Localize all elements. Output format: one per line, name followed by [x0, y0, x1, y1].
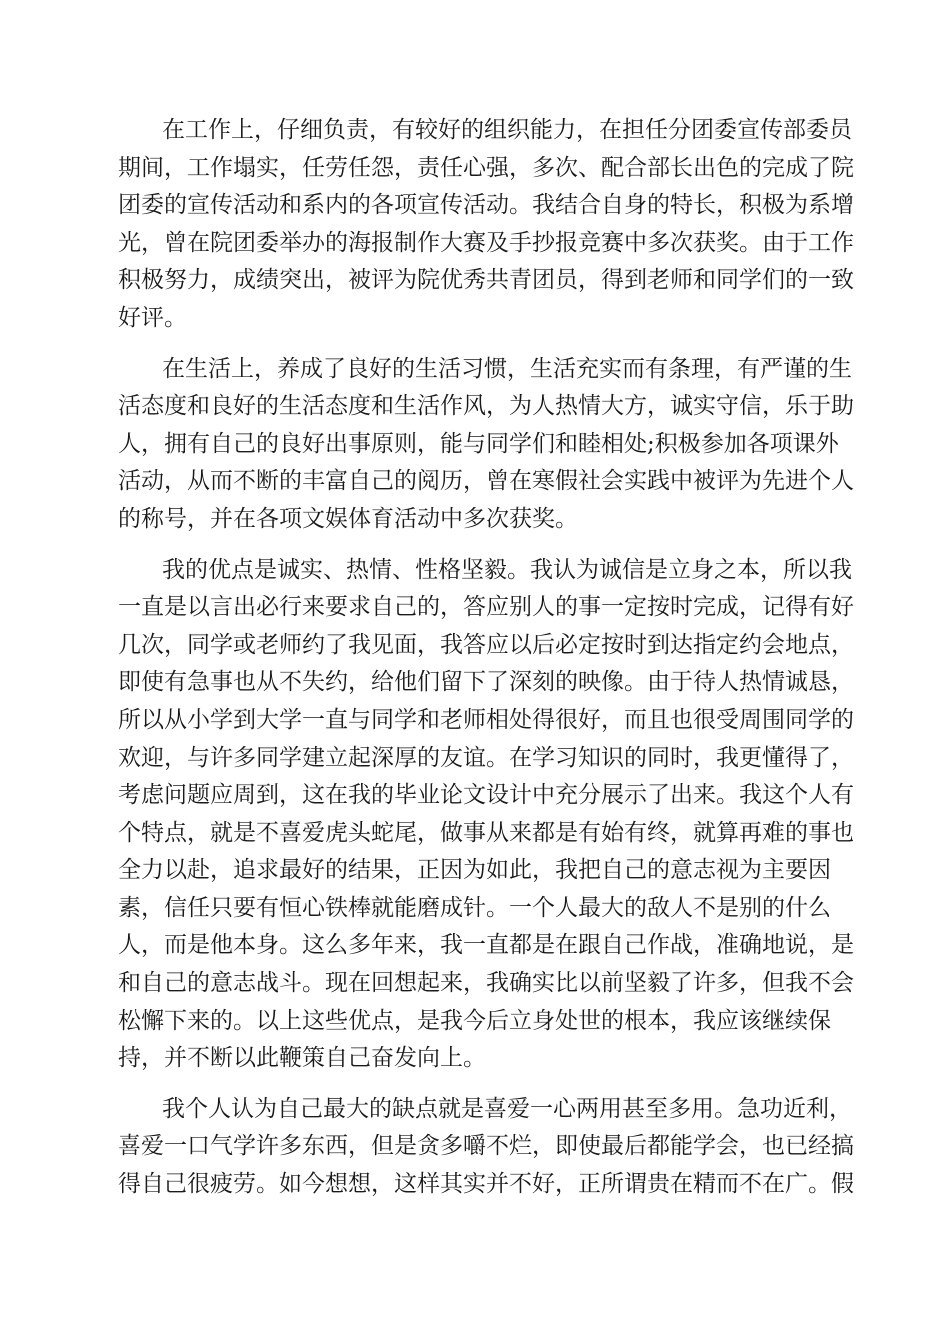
paragraph-line: 所以从小学到大学一直与同学和老师相处得很好，而且也很受周围同学的 — [118, 706, 854, 733]
paragraph-line: 全力以赴，追求最好的结果，正因为如此，我把自己的意志视为主要因 — [118, 857, 831, 884]
paragraph-line: 在工作上，仔细负责，有较好的组织能力，在担任分团委宣传部委员 — [162, 117, 852, 143]
paragraph-line: 喜爱一口气学许多东西，但是贪多嚼不烂，即使最后都能学会，也已经搞 — [118, 1133, 854, 1160]
paragraph-line: 得自己很疲劳。如今想想，这样其实并不好，正所谓贵在精而不在广。假 — [118, 1171, 854, 1198]
paragraph-line: 人，而是他本身。这么多年来，我一直都是在跟自己作战，准确地说，是 — [118, 932, 854, 959]
paragraph-line: 活态度和良好的生活态度和生活作风，为人热情大方，诚实守信，乐于助 — [118, 393, 854, 420]
paragraph-line: 考虑问题应周到，这在我的毕业论文设计中充分展示了出来。我这个人有 — [118, 782, 854, 809]
paragraph-line: 的称号，并在各项文娱体育活动中多次获奖。 — [118, 505, 578, 532]
paragraph-line: 即使有急事也从不失约，给他们留下了深刻的映像。由于待人热情诚恳， — [118, 669, 854, 696]
paragraph-work — [118, 112, 854, 338]
paragraph-weaknesses — [118, 1091, 854, 1204]
paragraph-line: 人，拥有自己的良好出事原则，能与同学们和睦相处;积极参加各项课外 — [118, 430, 839, 457]
document-body — [118, 112, 854, 1217]
paragraph-line: 和自己的意志战斗。现在回想起来，我确实比以前坚毅了许多，但我不会 — [118, 970, 854, 997]
paragraph-line: 期间，工作塌实，任劳任怨，责任心强，多次、配合部长出色的完成了院 — [118, 154, 854, 181]
paragraph-line: 积极努力，成绩突出，被评为院优秀共青团员，得到老师和同学们的一致 — [118, 267, 854, 294]
paragraph-line: 持，并不断以此鞭策自己奋发向上。 — [118, 1045, 486, 1072]
paragraph-line: 素，信任只要有恒心铁棒就能磨成针。一个人最大的敌人不是别的什么 — [118, 894, 831, 921]
paragraph-line: 个特点，就是不喜爱虎头蛇尾，做事从来都是有始有终，就算再难的事也 — [118, 819, 854, 846]
paragraph-line: 我个人认为自己最大的缺点就是喜爱一心两用甚至多用。急功近利， — [162, 1095, 852, 1122]
paragraph-line: 欢迎，与许多同学建立起深厚的友谊。在学习知识的同时，我更懂得了， — [118, 744, 854, 771]
paragraph-line: 一直是以言出必行来要求自己的，答应别人的事一定按时完成，记得有好 — [118, 594, 854, 621]
paragraph-life — [118, 351, 854, 539]
paragraph-line: 我的优点是诚实、热情、性格坚毅。我认为诚信是立身之本，所以我 — [162, 556, 852, 583]
paragraph-line: 活动，从而不断的丰富自己的阅历，曾在寒假社会实践中被评为先进个人 — [118, 468, 854, 495]
paragraph-line: 在生活上，养成了良好的生活习惯，生活充实而有条理，有严谨的生 — [162, 355, 852, 382]
paragraph-line: 团委的宣传活动和系内的各项宣传活动。我结合自身的特长，积极为系增 — [118, 192, 854, 219]
paragraph-line: 好评。 — [118, 304, 187, 331]
paragraph-line: 几次，同学或老师约了我见面，我答应以后必定按时到达指定约会地点， — [118, 631, 854, 658]
paragraph-line: 光，曾在院团委举办的海报制作大赛及手抄报竞赛中多次获奖。由于工作 — [118, 229, 854, 256]
paragraph-strengths — [118, 552, 854, 1078]
paragraph-line: 松懈下来的。以上这些优点，是我今后立身处世的根本，我应该继续保 — [118, 1007, 831, 1034]
